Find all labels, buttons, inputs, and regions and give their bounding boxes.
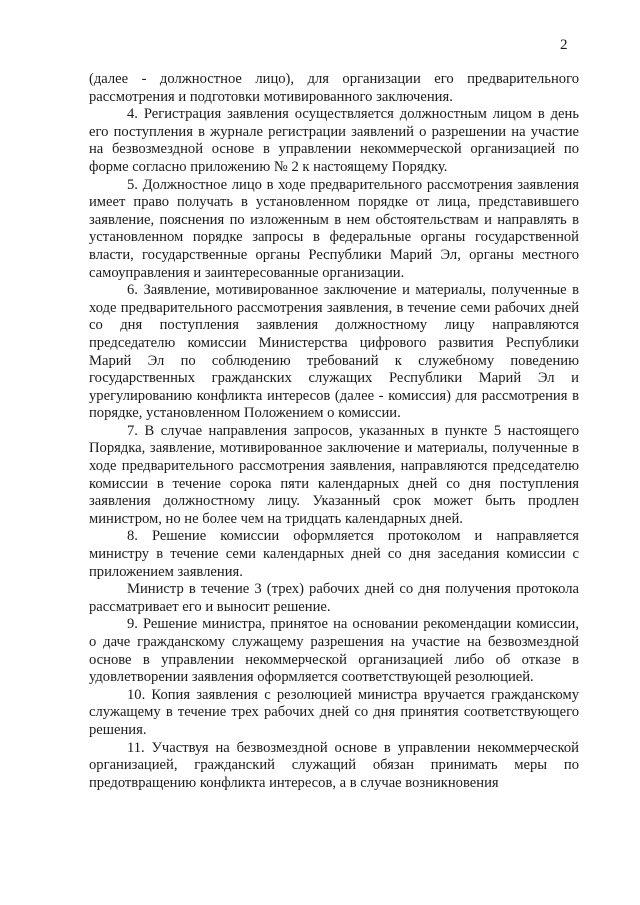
paragraph-item-10: 10. Копия заявления с резолюцией министра вручается гражданскому служащему в течение трех рабочих дней со дня принятия соответствующего решения.	[89, 686, 579, 738]
page-number: 2	[560, 37, 568, 53]
document-body	[89, 71, 579, 792]
paragraph-item-5: 5. Должностное лицо в ходе предварительного рассмотрения заявления имеет право получать в установленном порядке от лица, представившего заявление, пояснения по изложенным в нем обстоятельствам и направлять в установленном порядке запросы в федеральные органы государственной власти, государственные органы Республики Марий Эл, органы местного самоуправления и заинтересованные организации.	[89, 176, 579, 281]
paragraph-item-9: 9. Решение министра, принятое на основании рекомендации комиссии, о даче гражданскому служащему разрешения на участие на безвозмездной основе в управлении некоммерческой организацией либо об отказе в удовлетворении заявления оформляется соответствующей резолюцией.	[89, 616, 579, 686]
paragraph-item-4: 4. Регистрация заявления осуществляется должностным лицом в день его поступления в журнале регистрации заявлений о разрешении на участие на безвозмездной основе в управлении некоммерческой организацией по форме согласно приложению № 2 к настоящему Порядку.	[89, 106, 579, 175]
paragraph-minister-decision: Министр в течение 3 (трех) рабочих дней со дня получения протокола рассматривает его и выносит решение.	[89, 581, 579, 615]
paragraph-item-11: 11. Участвуя на безвозмездной основе в управлении некоммерческой организацией, гражданский служащий обязан принимать меры по предотвращению конфликта интересов, а в случае возникновения	[89, 739, 579, 791]
paragraph-item-8: 8. Решение комиссии оформляется протоколом и направляется министру в течение семи календарных дней со дня заседания комиссии с приложением заявления.	[89, 528, 579, 580]
paragraph-item-6: 6. Заявление, мотивированное заключение и материалы, полученные в ходе предварительного рассмотрения заявления, в течение семи рабочих дней со дня поступления заявления должностному лицу направляются председателю комиссии Министерства цифрового развития Республики Марий Эл по соблюдению требований к служебному поведению государственных гражданских служащих Республики Марий Эл и урегулированию конфликта интересов (далее - комиссия) для рассмотрения в порядке, установленном Положением о комиссии.	[89, 282, 579, 422]
paragraph-continuation: (далее - должностное лицо), для организации его предварительного рассмотрения и подготовки мотивированного заключения.	[89, 71, 579, 105]
paragraph-item-7: 7. В случае направления запросов, указанных в пункте 5 настоящего Порядка, заявление, мотивированное заключение и материалы, полученные в ходе предварительного рассмотрения заявления, направляются председателю комиссии в течение сорока пяти календарных дней со дня поступления заявления должностному лицу. Указанный срок может быть продлен министром, но не более чем на тридцать календарных дней.	[89, 422, 579, 527]
